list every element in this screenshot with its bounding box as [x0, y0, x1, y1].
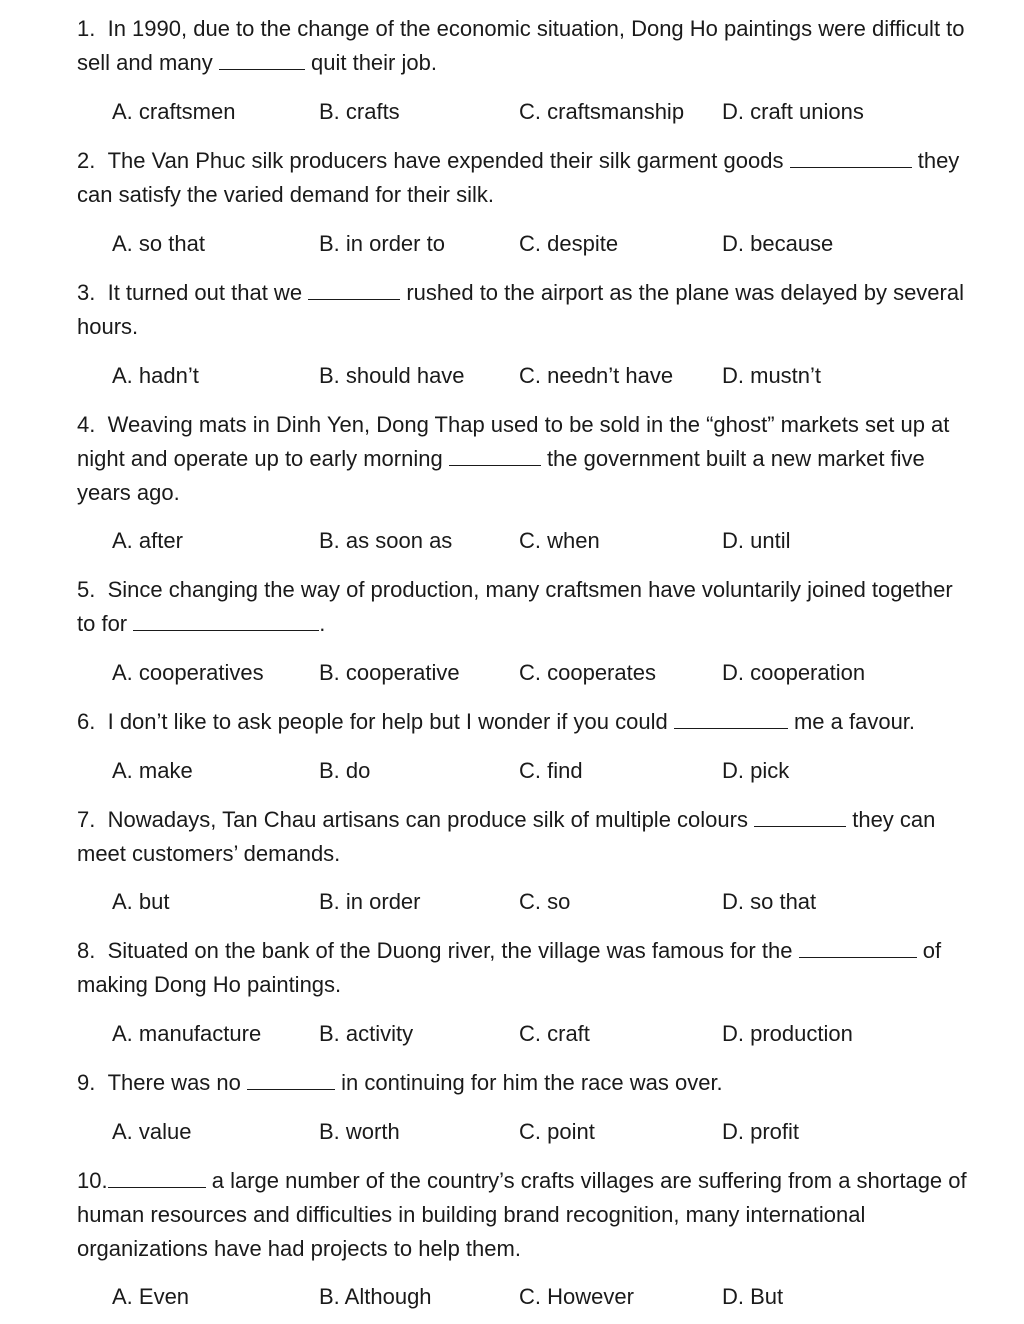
- question-10-options: [0, 1280, 1024, 1314]
- question-6-options: [0, 754, 1024, 788]
- option-b[interactable]: B. as soon as: [319, 528, 453, 553]
- option-b[interactable]: B. in order to: [319, 231, 445, 256]
- option-a[interactable]: A. after: [112, 528, 183, 553]
- question-number: 2.: [77, 148, 96, 173]
- option-c[interactable]: C. find: [519, 758, 583, 783]
- question-8-stem: [77, 934, 967, 1002]
- option-b[interactable]: B. in order: [319, 889, 421, 914]
- option-c[interactable]: C. when: [519, 528, 600, 553]
- option-a[interactable]: A. but: [112, 889, 170, 914]
- question-text-after: they can meet customers’ demands.: [77, 807, 936, 866]
- question-text-after: a large number of the country’s crafts villages are suffering from a shortage of human resources and difficulties in building brand recognition, many international organizations have had projects to help them.: [77, 1168, 967, 1261]
- question-text-before: Nowadays, Tan Chau artisans can produce silk of multiple colours: [107, 807, 748, 832]
- option-b[interactable]: B. activity: [319, 1021, 414, 1046]
- question-8-options: [0, 1017, 1024, 1051]
- option-c[interactable]: C. craft: [519, 1021, 590, 1046]
- question-text-after: the government built a new market five years ago.: [77, 446, 925, 505]
- question-7-options: [0, 885, 1024, 919]
- question-3-options: [0, 359, 1024, 393]
- question-text-before: Since changing the way of production, many craftsmen have voluntarily joined together to for: [77, 577, 953, 636]
- question-number: 9.: [77, 1070, 96, 1095]
- question-text-after: in continuing for him the race was over.: [341, 1070, 723, 1095]
- question-number: 5.: [77, 577, 96, 602]
- option-c[interactable]: C. despite: [519, 231, 619, 256]
- option-c[interactable]: C. so: [519, 889, 571, 914]
- option-c[interactable]: C. craftsmanship: [519, 99, 685, 124]
- question-text-before: It turned out that we: [107, 280, 303, 305]
- answer-blank: [674, 708, 788, 729]
- answer-blank: [308, 279, 400, 300]
- answer-blank: [449, 445, 541, 466]
- question-number: 7.: [77, 807, 96, 832]
- option-d[interactable]: D. But: [722, 1284, 784, 1309]
- question-text-after: of making Dong Ho paintings.: [77, 938, 942, 997]
- option-a[interactable]: A. so that: [112, 231, 205, 256]
- question-text-before: There was no: [107, 1070, 241, 1095]
- question-3-stem: [77, 276, 967, 344]
- answer-blank: [108, 1167, 206, 1188]
- option-c[interactable]: C. However: [519, 1284, 634, 1309]
- answer-blank: [133, 610, 319, 631]
- option-b[interactable]: B. cooperative: [319, 660, 460, 685]
- option-b[interactable]: B. Although: [319, 1284, 432, 1309]
- option-d[interactable]: D. mustn’t: [722, 363, 822, 388]
- question-text-before: The Van Phuc silk producers have expended their silk garment goods: [107, 148, 784, 173]
- option-c[interactable]: C. cooperates: [519, 660, 656, 685]
- option-d[interactable]: D. profit: [722, 1119, 800, 1144]
- question-9-options: [0, 1115, 1024, 1149]
- option-a[interactable]: A. value: [112, 1119, 192, 1144]
- question-text-after: rushed to the airport as the plane was delayed by several hours.: [77, 280, 964, 339]
- question-4-options: [0, 524, 1024, 558]
- option-d[interactable]: D. cooperation: [722, 660, 866, 685]
- answer-blank: [247, 1069, 335, 1090]
- question-2-options: [0, 227, 1024, 261]
- answer-blank: [754, 806, 846, 827]
- option-d[interactable]: D. production: [722, 1021, 853, 1046]
- question-1-options: [0, 95, 1024, 129]
- question-number: 3.: [77, 280, 96, 305]
- option-d[interactable]: D. so that: [722, 889, 817, 914]
- option-c[interactable]: C. point: [519, 1119, 595, 1144]
- option-d[interactable]: D. because: [722, 231, 834, 256]
- option-a[interactable]: A. hadn’t: [112, 363, 199, 388]
- question-9-stem: [77, 1066, 967, 1100]
- question-7-stem: [77, 803, 967, 871]
- option-b[interactable]: B. worth: [319, 1119, 400, 1144]
- question-text-before: Weaving mats in Dinh Yen, Dong Thap used to be sold in the “ghost” markets set up at night and operate up to early morning: [77, 412, 950, 471]
- question-5-options: [0, 656, 1024, 690]
- option-a[interactable]: A. manufacture: [112, 1021, 262, 1046]
- answer-blank: [790, 147, 912, 168]
- question-4-stem: [77, 408, 967, 510]
- answer-blank: [799, 937, 917, 958]
- option-a[interactable]: A. make: [112, 758, 193, 783]
- option-d[interactable]: D. until: [722, 528, 791, 553]
- option-c[interactable]: C. needn’t have: [519, 363, 674, 388]
- question-text-before: I don’t like to ask people for help but I wonder if you could: [107, 709, 668, 734]
- option-d[interactable]: D. craft unions: [722, 99, 864, 124]
- option-a[interactable]: A. craftsmen: [112, 99, 236, 124]
- question-text-after: quit their job.: [311, 50, 437, 75]
- question-number: 10.: [77, 1168, 108, 1193]
- question-text-after: me a favour.: [793, 709, 916, 734]
- question-5-stem: [77, 573, 967, 641]
- option-d[interactable]: D. pick: [722, 758, 790, 783]
- question-10-stem: [77, 1164, 967, 1266]
- question-number: 6.: [77, 709, 96, 734]
- question-6-stem: [77, 705, 967, 739]
- option-a[interactable]: A. Even: [112, 1284, 190, 1309]
- question-number: 8.: [77, 938, 96, 963]
- question-text-before: In 1990, due to the change of the economic situation, Dong Ho paintings were difficult to sell and many: [77, 16, 965, 75]
- answer-blank: [219, 49, 305, 70]
- question-number: 4.: [77, 412, 96, 437]
- question-1-stem: [77, 12, 967, 80]
- option-a[interactable]: A. cooperatives: [112, 660, 264, 685]
- question-number: 1.: [77, 16, 96, 41]
- question-2-stem: [77, 144, 967, 212]
- question-text-after: .: [319, 611, 326, 636]
- question-text-after: they can satisfy the varied demand for their silk.: [77, 148, 960, 207]
- option-b[interactable]: B. should have: [319, 363, 465, 388]
- question-text-before: Situated on the bank of the Duong river, the village was famous for the: [107, 938, 793, 963]
- option-b[interactable]: B. crafts: [319, 99, 400, 124]
- option-b[interactable]: B. do: [319, 758, 371, 783]
